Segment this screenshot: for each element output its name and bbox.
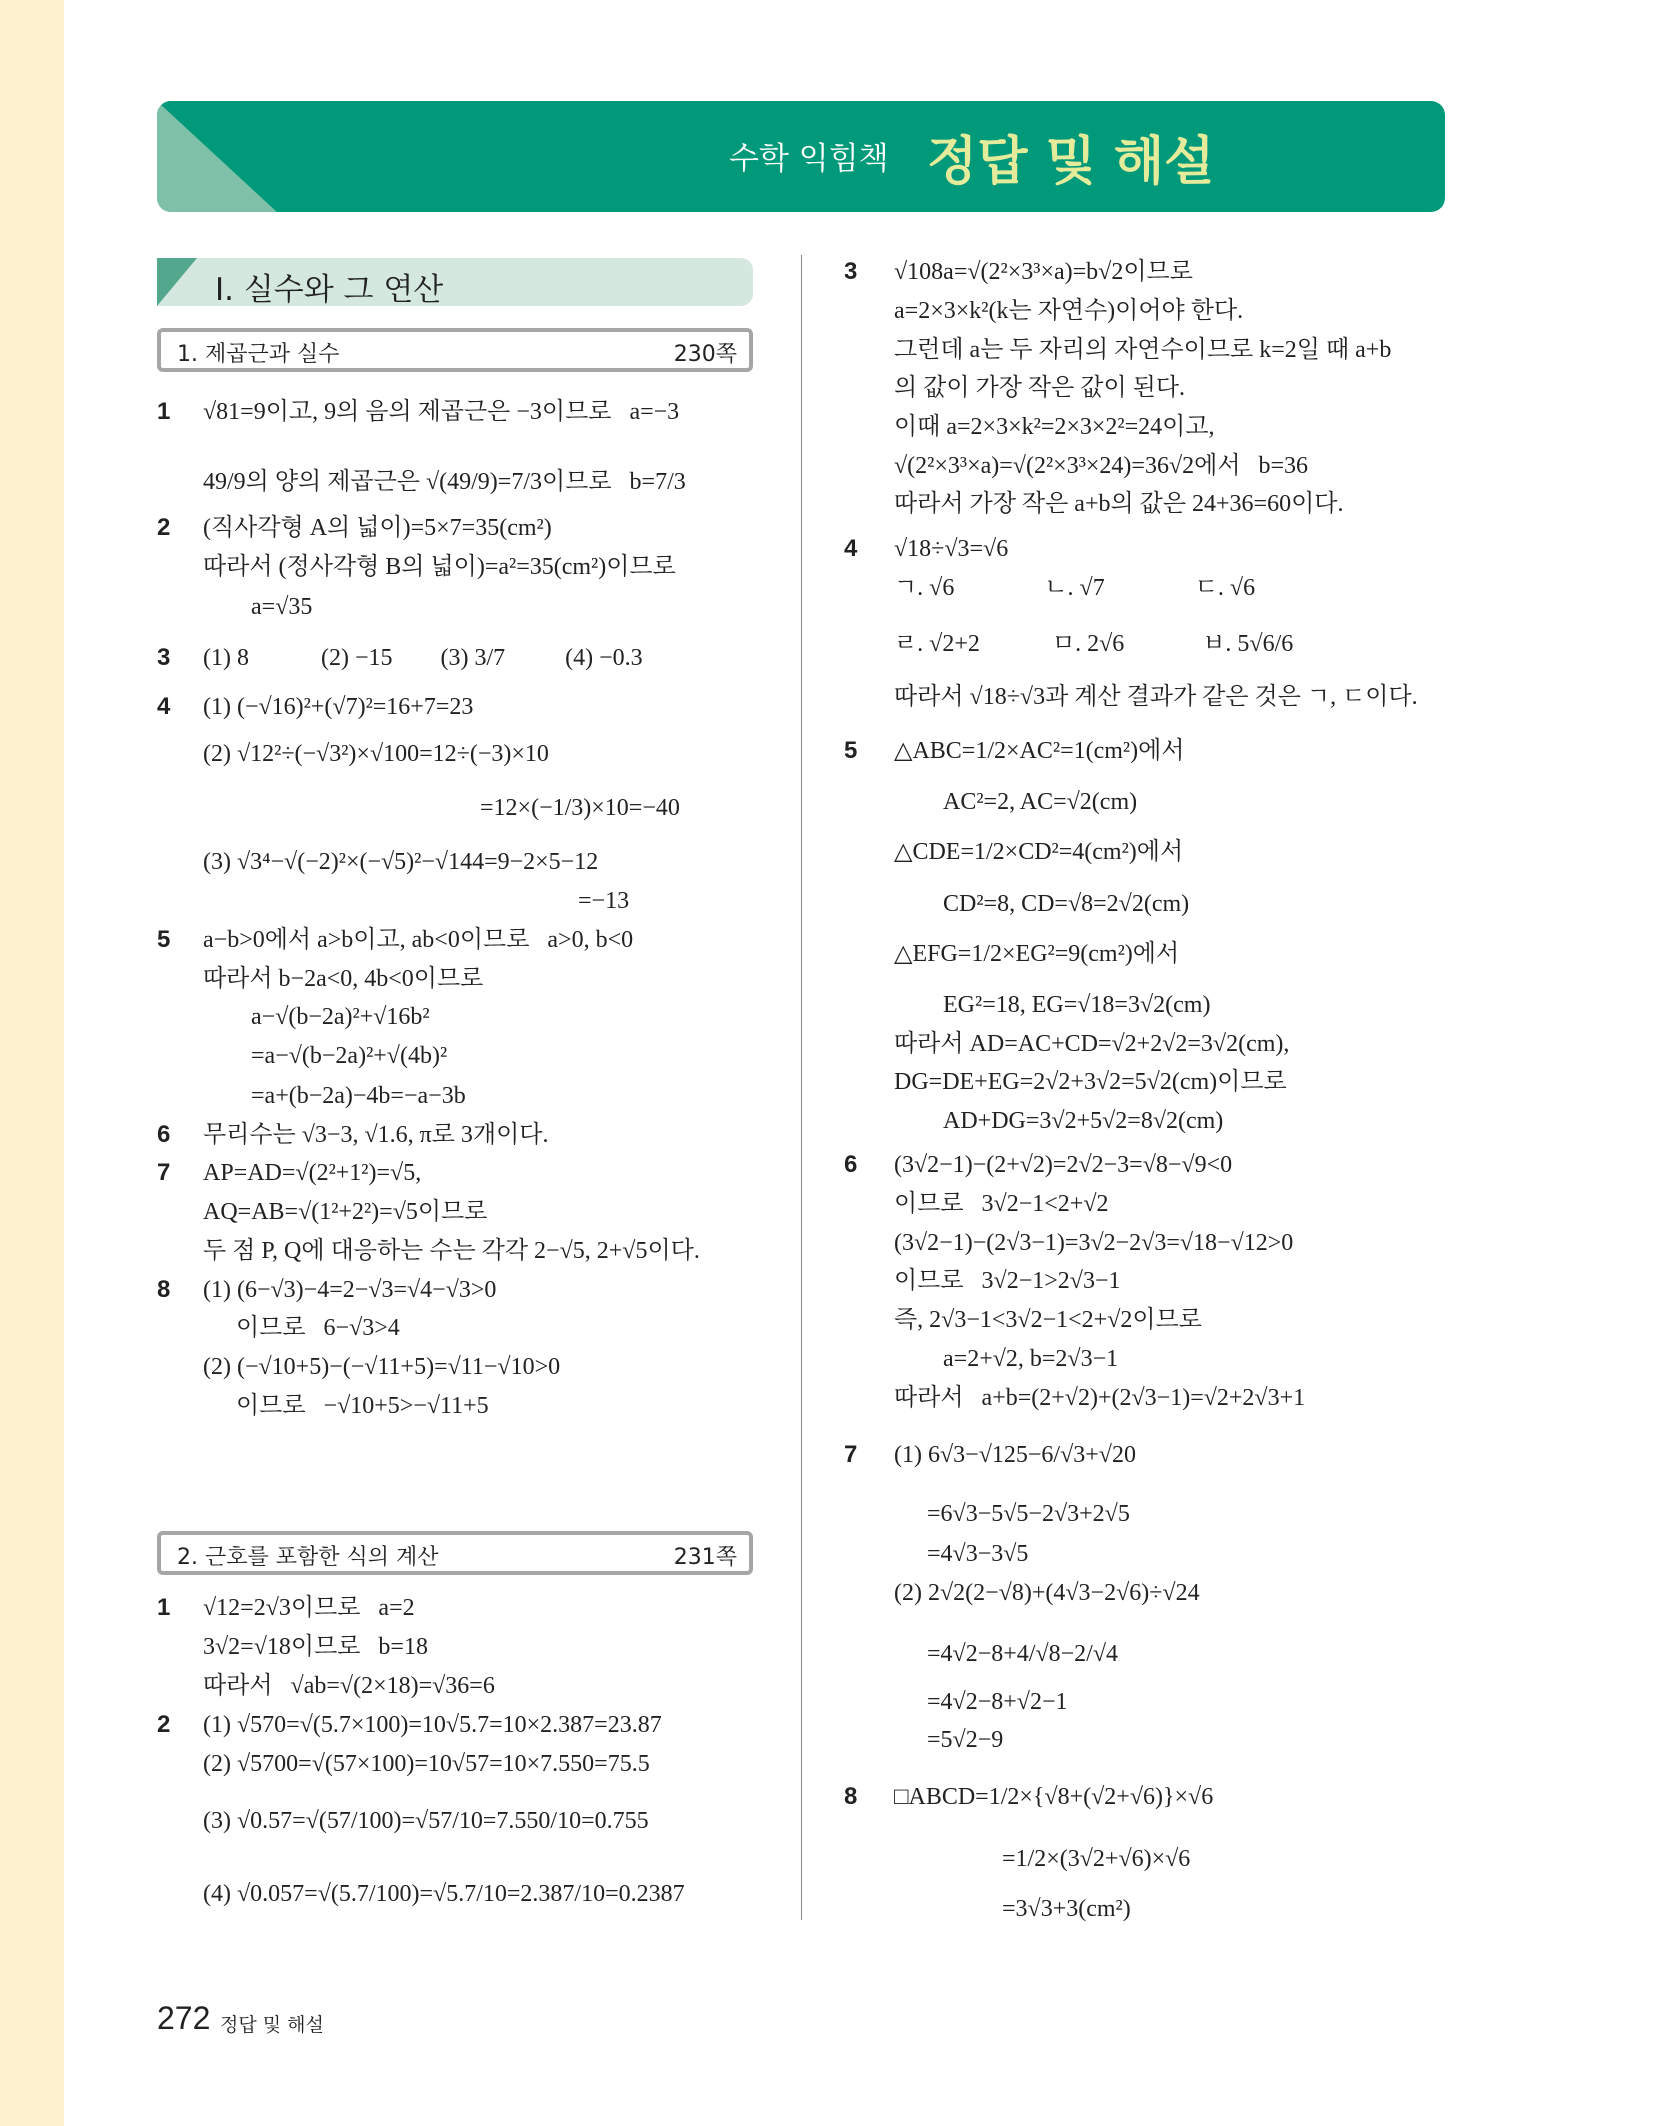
left-solution-line: √81=9이고, 9의 음의 제곱근은 −3이므로 a=−3 [203,399,680,425]
right-solution-line: 따라서 √18÷√3과 계산 결과가 같은 것은 ㄱ, ㄷ이다. [894,684,1418,710]
right-solution-line: 이때 a=2×3×k²=2×3×2²=24이고, [894,414,1215,440]
right-solution-line: 따라서 가장 작은 a+b의 값은 24+36=60이다. [894,491,1344,517]
left-solution-line: 3√2=√18이므로 b=18 [203,1634,428,1660]
left-solution-line: (3) √0.57=√(57/100)=√57/10=7.550/10=0.755 [203,1808,649,1834]
subsection-page: 231쪽 [673,1545,737,1570]
left-solution-line: (1) (−√16)²+(√7)²=16+7=23 [203,694,474,720]
right-solution-line: CD²=8, CD=√8=2√2(cm) [943,891,1190,917]
right-solution-line: a=2+√2, b=2√3−1 [943,1346,1119,1372]
problem-number: 3 [844,258,858,285]
right-solution-line: 의 값이 가장 작은 값이 된다. [894,375,1186,401]
right-solution-line: (2) 2√2(2−√8)+(4√3−2√6)÷√24 [894,1580,1200,1606]
left-solution-line: (2) √5700=√(57×100)=10√57=10×7.550=75.5 [203,1751,650,1777]
left-solution-line: a−√(b−2a)²+√16b² [251,1004,430,1030]
right-solution-line: (3√2−1)−(2+√2)=2√2−3=√8−√9<0 [894,1152,1233,1178]
subsection-page: 230쪽 [673,342,737,367]
right-solution-line: =1/2×(3√2+√6)×√6 [1002,1846,1191,1872]
page-number: 272 [157,2000,211,2036]
left-solution-line: 두 점 P, Q에 대응하는 수는 각각 2−√5, 2+√5이다. [203,1238,700,1264]
left-solution-line: (1) (6−√3)−4=2−√3=√4−√3>0 [203,1277,497,1303]
footer-label: 정답 및 해설 [220,2014,324,2036]
problem-number: 7 [157,1159,171,1186]
right-solution-line: ㄹ. √2+2 ㅁ. 2√6 ㅂ. 5√6/6 [894,631,1294,657]
section-title: Ⅰ. 실수와 그 연산 [215,272,444,308]
right-solution-line: =4√2−8+4/√8−2/√4 [927,1641,1118,1667]
right-solution-line: AD+DG=3√2+5√2=8√2(cm) [943,1108,1224,1134]
left-solution-line: (1) 8 (2) −15 (3) 3/7 (4) −0.3 [203,645,643,671]
subsection-box-1 [157,328,753,372]
left-solution-line: (3) √3⁴−√(−2)²×(−√5)²−√144=9−2×5−12 [203,849,599,875]
right-solution-line: =6√3−5√5−2√3+2√5 [927,1501,1130,1527]
left-solution-line: (1) √570=√(5.7×100)=10√5.7=10×2.387=23.87 [203,1712,662,1738]
right-solution-line: 즉, 2√3−1<3√2−1<2+√2이므로 [894,1307,1202,1333]
problem-number: 4 [844,535,858,562]
left-solution-line: AP=AD=√(2²+1²)=√5, [203,1160,422,1186]
left-solution-line: 따라서 b−2a<0, 4b<0이므로 [203,966,484,992]
left-solution-line: a−b>0에서 a>b이고, ab<0이므로 a>0, b<0 [203,927,634,953]
problem-number: 2 [157,1711,171,1738]
left-solution-line: =12×(−1/3)×10=−40 [480,795,680,821]
section-heading [157,258,753,306]
left-solution-line: 49/9의 양의 제곱근은 √(49/9)=7/3이므로 b=7/3 [203,469,686,495]
right-solution-line: a=2×3×k²(k는 자연수)이어야 한다. [894,298,1244,324]
right-solution-line: =5√2−9 [927,1727,1004,1753]
left-solution-line: 따라서 √ab=√(2×18)=√36=6 [203,1673,495,1699]
page-margin-strip [0,0,64,2126]
subsection-title: 2. 근호를 포함한 식의 계산 [177,1545,439,1570]
problem-number: 6 [157,1121,171,1148]
right-solution-line: AC²=2, AC=√2(cm) [943,789,1138,815]
problem-number: 7 [844,1441,858,1468]
problem-number: 8 [157,1276,171,1303]
column-divider [801,255,802,1920]
header-title: 정답 및 해설 [927,132,1215,192]
right-solution-line: 이므로 3√2−1>2√3−1 [894,1268,1121,1294]
left-solution-line: (2) (−√10+5)−(−√11+5)=√11−√10>0 [203,1354,561,1380]
right-solution-line: ㄱ. √6 ㄴ. √7 ㄷ. √6 [894,575,1256,601]
right-solution-line: 그런데 a는 두 자리의 자연수이므로 k=2일 때 a+b [894,337,1392,363]
left-solution-line: (2) √12²÷(−√3²)×√100=12÷(−3)×10 [203,741,549,767]
problem-number: 5 [157,926,171,953]
right-solution-line: =4√2−8+√2−1 [927,1689,1068,1715]
right-solution-line: □ABCD=1/2×{√8+(√2+√6)}×√6 [894,1784,1214,1810]
problem-number: 1 [157,398,171,425]
right-solution-line: =4√3−3√5 [927,1541,1029,1567]
right-solution-line: √(2²×3³×a)=√(2²×3³×24)=36√2에서 b=36 [894,453,1309,479]
left-solution-line: =−13 [578,888,630,914]
left-solution-line: =a+(b−2a)−4b=−a−3b [251,1083,466,1109]
left-solution-line: AQ=AB=√(1²+2²)=√5이므로 [203,1199,488,1225]
problem-number: 8 [844,1783,858,1810]
left-solution-line: (4) √0.057=√(5.7/100)=√5.7/10=2.387/10=0.2387 [203,1881,685,1907]
right-solution-line: △ABC=1/2×AC²=1(cm²)에서 [894,738,1185,764]
header-subtitle: 수학 익힘책 [729,141,889,177]
left-solution-line: √12=2√3이므로 a=2 [203,1595,415,1621]
right-solution-line: √108a=√(2²×3³×a)=b√2이므로 [894,259,1193,285]
right-solution-line: (1) 6√3−√125−6/√3+√20 [894,1442,1136,1468]
problem-number: 5 [844,737,858,764]
subsection-box-2 [157,1531,753,1575]
right-solution-line: △EFG=1/2×EG²=9(cm²)에서 [894,941,1180,967]
left-solution-line: 이므로 6−√3>4 [236,1315,400,1341]
right-solution-line: (3√2−1)−(2√3−1)=3√2−2√3=√18−√12>0 [894,1230,1294,1256]
left-solution-line: (직사각형 A의 넓이)=5×7=35(cm²) [203,515,552,541]
left-solution-line: =a−√(b−2a)²+√(4b)² [251,1043,448,1069]
left-solution-line: 무리수는 √3−3, √1.6, π로 3개이다. [203,1122,549,1148]
right-solution-line: 따라서 AD=AC+CD=√2+2√2=3√2(cm), [894,1031,1290,1057]
page-header-banner [157,101,1445,212]
problem-number: 1 [157,1594,171,1621]
problem-number: 2 [157,514,171,541]
left-solution-line: a=√35 [251,594,313,620]
right-solution-line: DG=DE+EG=2√2+3√2=5√2(cm)이므로 [894,1069,1287,1095]
section-decoration [157,258,197,306]
right-solution-line: √18÷√3=√6 [894,536,1009,562]
problem-number: 6 [844,1151,858,1178]
right-solution-line: 따라서 a+b=(2+√2)+(2√3−1)=√2+2√3+1 [894,1385,1306,1411]
right-solution-line: EG²=18, EG=√18=3√2(cm) [943,992,1211,1018]
right-solution-line: =3√3+3(cm²) [1002,1896,1131,1922]
left-solution-line: 따라서 (정사각형 B의 넓이)=a²=35(cm²)이므로 [203,554,676,580]
right-solution-line: 이므로 3√2−1<2+√2 [894,1191,1109,1217]
right-solution-line: △CDE=1/2×CD²=4(cm²)에서 [894,839,1184,865]
problem-number: 4 [157,693,171,720]
subsection-title: 1. 제곱근과 실수 [177,342,340,367]
problem-number: 3 [157,644,171,671]
left-solution-line: 이므로 −√10+5>−√11+5 [236,1393,489,1419]
